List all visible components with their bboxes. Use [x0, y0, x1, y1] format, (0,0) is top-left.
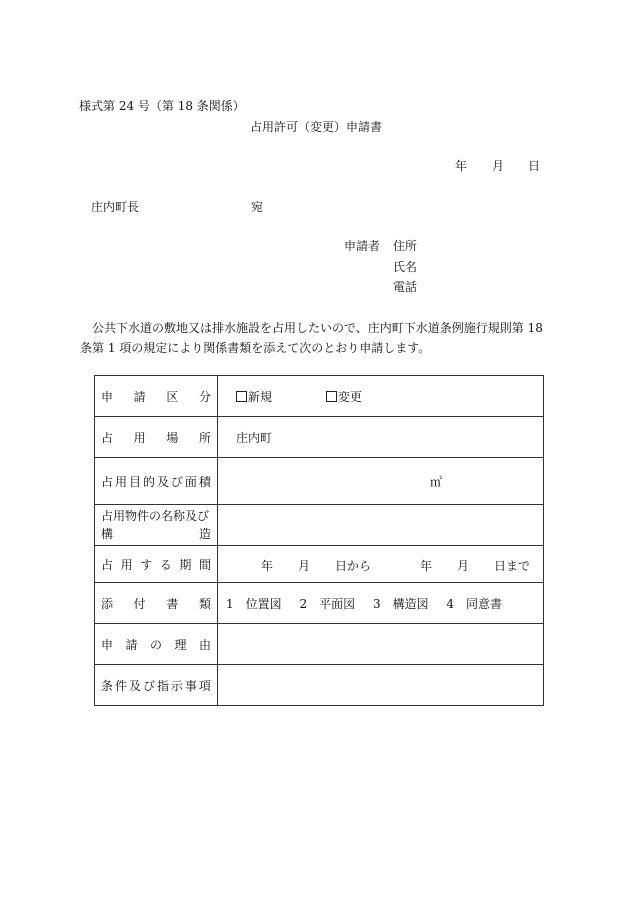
label-char: 用 — [133, 430, 146, 445]
label-char: す — [140, 557, 153, 572]
location-value[interactable]: 庄内町 — [218, 417, 544, 458]
row-location — [95, 417, 544, 458]
classification-label — [95, 376, 218, 417]
reason-label — [95, 624, 218, 665]
option-change-label: 変更 — [337, 389, 362, 404]
label-char: 添 — [101, 596, 114, 611]
row-object — [95, 505, 544, 546]
label-char: 面 — [184, 474, 197, 489]
row-purpose-area — [95, 458, 544, 505]
conditions-value[interactable] — [218, 665, 544, 706]
label-char: 示 — [170, 678, 183, 693]
attachments-value — [218, 583, 544, 624]
period-from-year: 年 — [261, 559, 274, 573]
date-month: 月 — [492, 159, 505, 173]
applicant-phone-label: 電話 — [393, 280, 418, 294]
label-char: 申 — [101, 389, 114, 404]
statement-line-2: 条第 1 項の規定により関係書類を添えて次のとおり申請します。 — [80, 341, 431, 355]
label-char: 構 — [101, 527, 114, 541]
label-char: 場 — [166, 430, 179, 445]
checkbox-new[interactable] — [236, 391, 247, 402]
addressee-suffix: 宛 — [251, 200, 264, 214]
period-to-month: 月 — [457, 559, 470, 573]
row-conditions — [95, 665, 544, 706]
statement-line-1: 公共下水道の敷地又は排水施設を占用したいので、庄内町下水道条例施行規則第 18 — [92, 321, 543, 335]
option-new[interactable] — [236, 390, 272, 404]
label-char: 及 — [128, 678, 141, 693]
label-char: 事 — [184, 678, 197, 693]
form-number: 様式第 24 号（第 18 条関係） — [79, 99, 245, 113]
label-char: 占 — [101, 557, 114, 572]
label-char: 期 — [179, 557, 192, 572]
attachment-item: 4 同意書 — [446, 596, 503, 611]
application-table — [94, 375, 544, 706]
label-char: 積 — [198, 474, 211, 489]
label-char: の — [149, 637, 162, 652]
row-period — [95, 546, 544, 583]
date-day: 日 — [528, 159, 541, 173]
label-char: 的 — [142, 474, 155, 489]
label-char: 指 — [156, 678, 169, 693]
object-label-line-2 — [101, 525, 211, 543]
period-from-day: 日から — [335, 559, 372, 573]
applicant-address-label: 住所 — [393, 239, 418, 253]
period-from-month: 月 — [298, 559, 311, 573]
date-year: 年 — [455, 159, 468, 173]
label-char: 占 — [101, 430, 114, 445]
label-char: 所 — [198, 430, 211, 445]
conditions-label — [95, 665, 218, 706]
applicant-name-label: 氏名 — [393, 260, 418, 274]
checkbox-change[interactable] — [326, 391, 337, 402]
area-unit: ㎡ — [430, 474, 443, 489]
label-char: 目 — [128, 474, 141, 489]
addressee: 庄内町長 — [91, 200, 140, 214]
applicant-label: 申請者 — [344, 239, 381, 253]
label-char: 類 — [198, 596, 211, 611]
label-char: 書 — [166, 596, 179, 611]
period-value[interactable] — [218, 546, 544, 583]
label-char: る — [159, 557, 172, 572]
label-char: 占 — [101, 474, 114, 489]
label-char: 分 — [198, 389, 211, 404]
label-char: 項 — [198, 678, 211, 693]
object-value[interactable] — [218, 505, 544, 546]
label-char: 用 — [114, 474, 127, 489]
attachment-item: 2 平面図 — [299, 596, 356, 611]
label-char: 条 — [101, 678, 114, 693]
label-char: び — [142, 678, 155, 693]
attachment-item: 3 構造図 — [372, 596, 429, 611]
label-char: 付 — [133, 596, 146, 611]
label-char: 件 — [114, 678, 127, 693]
application-statement — [80, 318, 560, 358]
label-char: 由 — [198, 637, 211, 652]
object-label — [95, 505, 218, 546]
reason-value[interactable] — [218, 624, 544, 665]
label-char: 請 — [125, 637, 138, 652]
row-attachments — [95, 583, 544, 624]
location-label — [95, 417, 218, 458]
row-classification — [95, 376, 544, 417]
form-title: 占用許可（変更）申請書 — [250, 120, 383, 134]
attachment-item: 1 位置図 — [226, 596, 282, 611]
row-reason — [95, 624, 544, 665]
label-char: 理 — [174, 637, 187, 652]
label-char: 用 — [120, 557, 133, 572]
label-char: び — [170, 474, 183, 489]
label-char: 造 — [198, 527, 211, 541]
object-label-line-1: 占用物件の名称及び — [101, 509, 210, 523]
label-char: 間 — [198, 557, 211, 572]
option-new-label: 新規 — [248, 389, 273, 404]
attachments-label — [95, 583, 218, 624]
label-char: 区 — [166, 389, 179, 404]
purpose-area-label — [95, 458, 218, 505]
option-change[interactable] — [326, 390, 362, 404]
period-to-year: 年 — [420, 559, 433, 573]
label-char: 請 — [133, 389, 146, 404]
classification-options — [218, 376, 544, 417]
purpose-area-value[interactable] — [218, 458, 544, 505]
period-to-day: 日まで — [494, 559, 531, 573]
period-label — [95, 546, 218, 583]
label-char: 及 — [156, 474, 169, 489]
label-char: 申 — [101, 637, 114, 652]
